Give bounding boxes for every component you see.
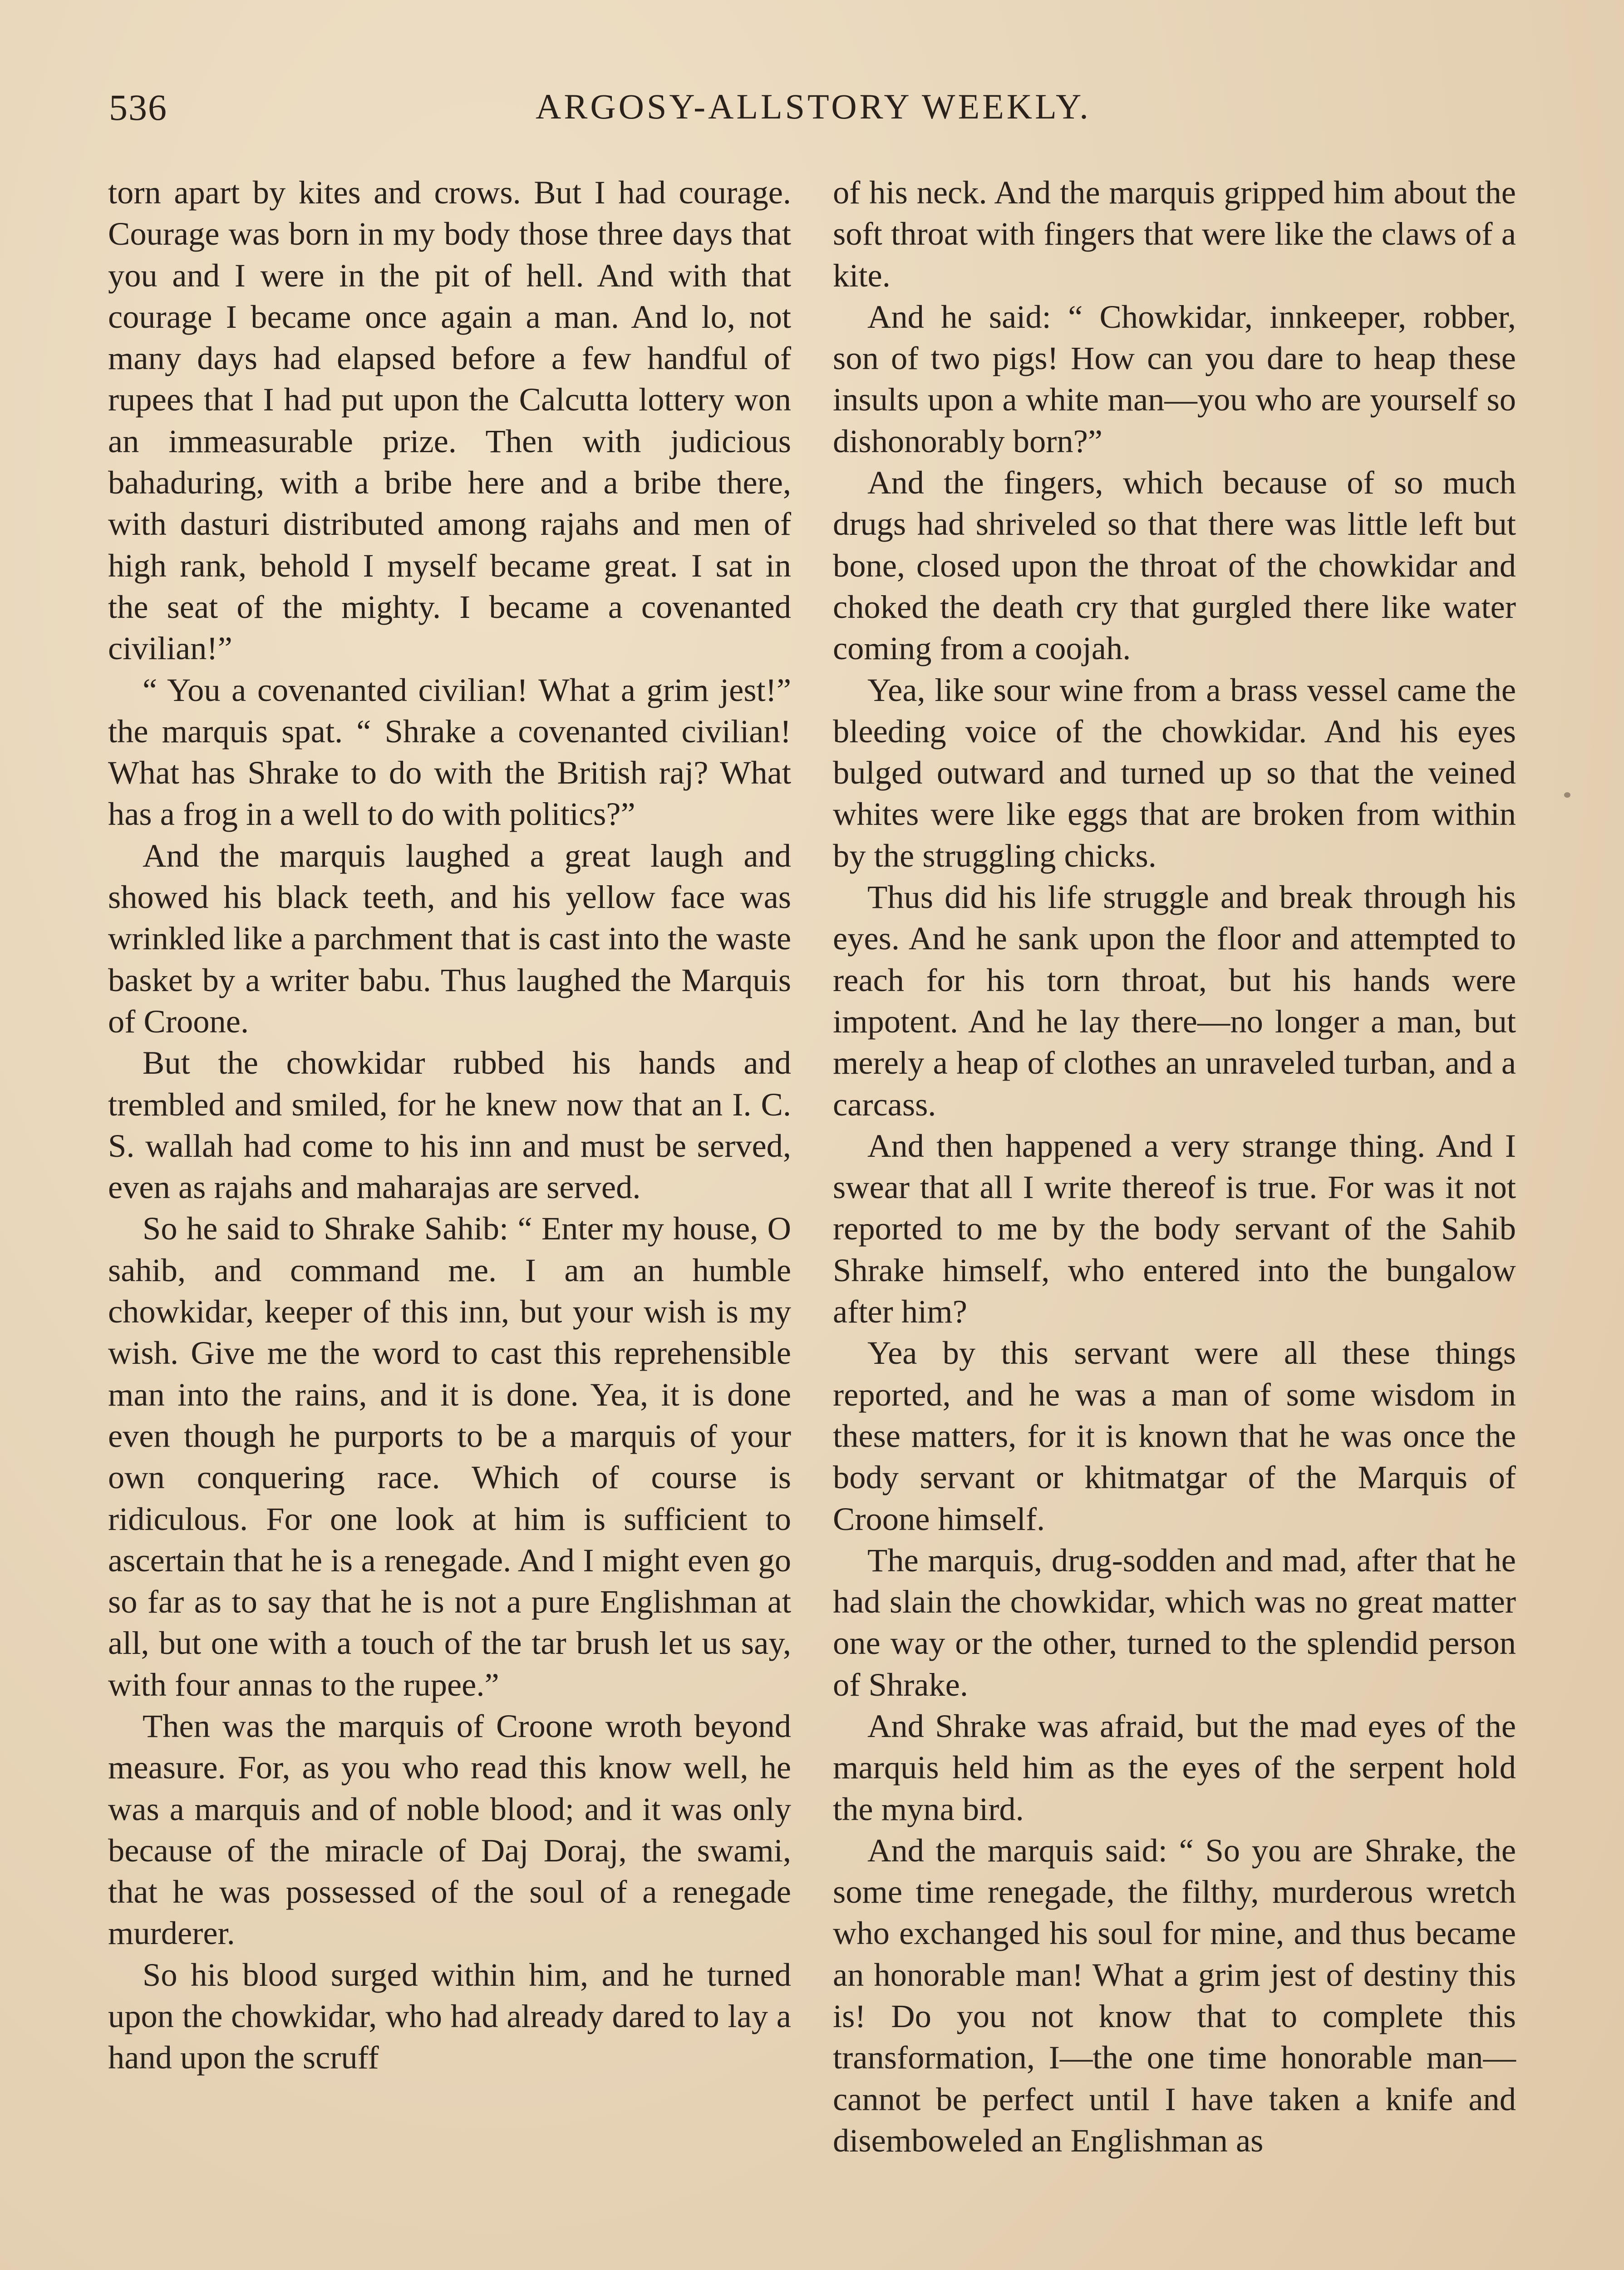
paragraph: And the marquis said: “ So you are Shrake, the some time renegade, the filthy, murderous wretch who exchanged his soul for mine, and thus became an honorable man! What a grim jest of destiny this is! Do you not know that to complete this transformation, I—the one time honorable man—cannot be perfect until I have taken a knife and disemboweled an Englishman as (833, 1831, 1516, 2159)
paragraph: “ You a covenanted civilian! What a grim jest!” the marquis spat. “ Shrake a covenanted civilian! What has Shrake to do with the British raj? What has a frog in a well to do with politics?” (108, 671, 791, 833)
page-number: 536 (109, 87, 167, 128)
paragraph: So he said to Shrake Sahib: “ Enter my house, O sahib, and command me. I am an humble chowkidar, keeper of this inn, but your wish is my wish. Give me the word to cast this reprehensible man into the rains, and it is done. Yea, it is done even though he purports to be a marquis of your own conquering race. Which of course is ridiculous. For one look at him is sufficient to ascertain that he is a renegade. And I might even go so far as to say that he is not a pure Englishman at all, but one with a touch of the tar brush let us say, with four annas to the rupee.” (108, 1210, 791, 1703)
right-column (833, 172, 1516, 2161)
paragraph: The marquis, drug-sodden and mad, after that he had slain the chowkidar, which was no great matter one way or the other, turned to the splendid person of Shrake. (833, 1541, 1516, 1703)
paragraph: And Shrake was afraid, but the mad eyes of the marquis held him as the eyes of the serpent hold the myna bird. (833, 1707, 1516, 1827)
paragraph: And he said: “ Chowkidar, innkeeper, robber, son of two pigs! How can you dare to heap these insults upon a white man—you who are yourself so dishonorably born?” (833, 298, 1516, 459)
paragraph: Yea by this servant were all these things reported, and he was a man of some wisdom in these matters, for it is known that he was once the body servant or khitmatgar of the Marquis of Croone himself. (833, 1334, 1516, 1537)
paragraph: of his neck. And the marquis gripped him about the soft throat with fingers that were like the claws of a kite. (833, 174, 1516, 294)
paragraph: torn apart by kites and crows. But I had courage. Courage was born in my body those three days that you and I were in the pit of hell. And with that courage I became once again a man. And lo, not many days had elapsed before a few handful of rupees that I had put upon the Calcutta lottery won an immeasurable prize. Then with judicious bahaduring, with a bribe here and a bribe there, with dasturi distributed among rajahs and men of high rank, behold I myself became great. I sat in the seat of the mighty. I became a covenanted civilian!” (108, 174, 791, 667)
running-title: ARGOSY-ALLSTORY WEEKLY. (536, 87, 1091, 126)
paragraph: And the fingers, which because of so much drugs had shriveled so that there was little left but bone, closed upon the throat of the chowkidar and choked the death cry that gurgled there like water coming from a coojah. (833, 464, 1516, 667)
paragraph: But the chowkidar rubbed his hands and trembled and smiled, for he knew now that an I. C. S. wallah had come to his inn and must be served, even as rajahs and maharajas are served. (108, 1044, 791, 1206)
paragraph: Yea, like sour wine from a brass vessel came the bleeding voice of the chowkidar. And his eyes bulged outward and turned up so that the veined whites were like eggs that are broken from within by the struggling chicks. (833, 671, 1516, 874)
paragraph: Then was the marquis of Croone wroth beyond measure. For, as you who read this know well, he was a marquis and of noble blood; and it was only because of the miracle of Daj Doraj, the swami, that he was possessed of the soul of a renegade murderer. (108, 1707, 791, 1952)
paragraph: Thus did his life struggle and break through his eyes. And he sank upon the floor and attempted to reach for his torn throat, but his hands were impotent. And he lay there—no longer a man, but merely a heap of clothes an unraveled turban, and a carcass. (833, 878, 1516, 1123)
page-header (109, 86, 1525, 141)
paragraph: And then happened a very strange thing. And I swear that all I write thereof is true. For was it not reported to me by the body servant of the Sahib Shrake himself, who entered into the bungalow after him? (833, 1127, 1516, 1330)
paragraph: So his blood surged within him, and he turned upon the chowkidar, who had already dared to lay a hand upon the scruff (108, 1956, 791, 2076)
paragraph: And the marquis laughed a great laugh and showed his black teeth, and his yellow face was wrinkled like a parchment that is cast into the waste basket by a writer babu. Thus laughed the Marquis of Croone. (108, 837, 791, 1040)
paper-speck (1564, 792, 1570, 798)
left-column (108, 172, 791, 2078)
